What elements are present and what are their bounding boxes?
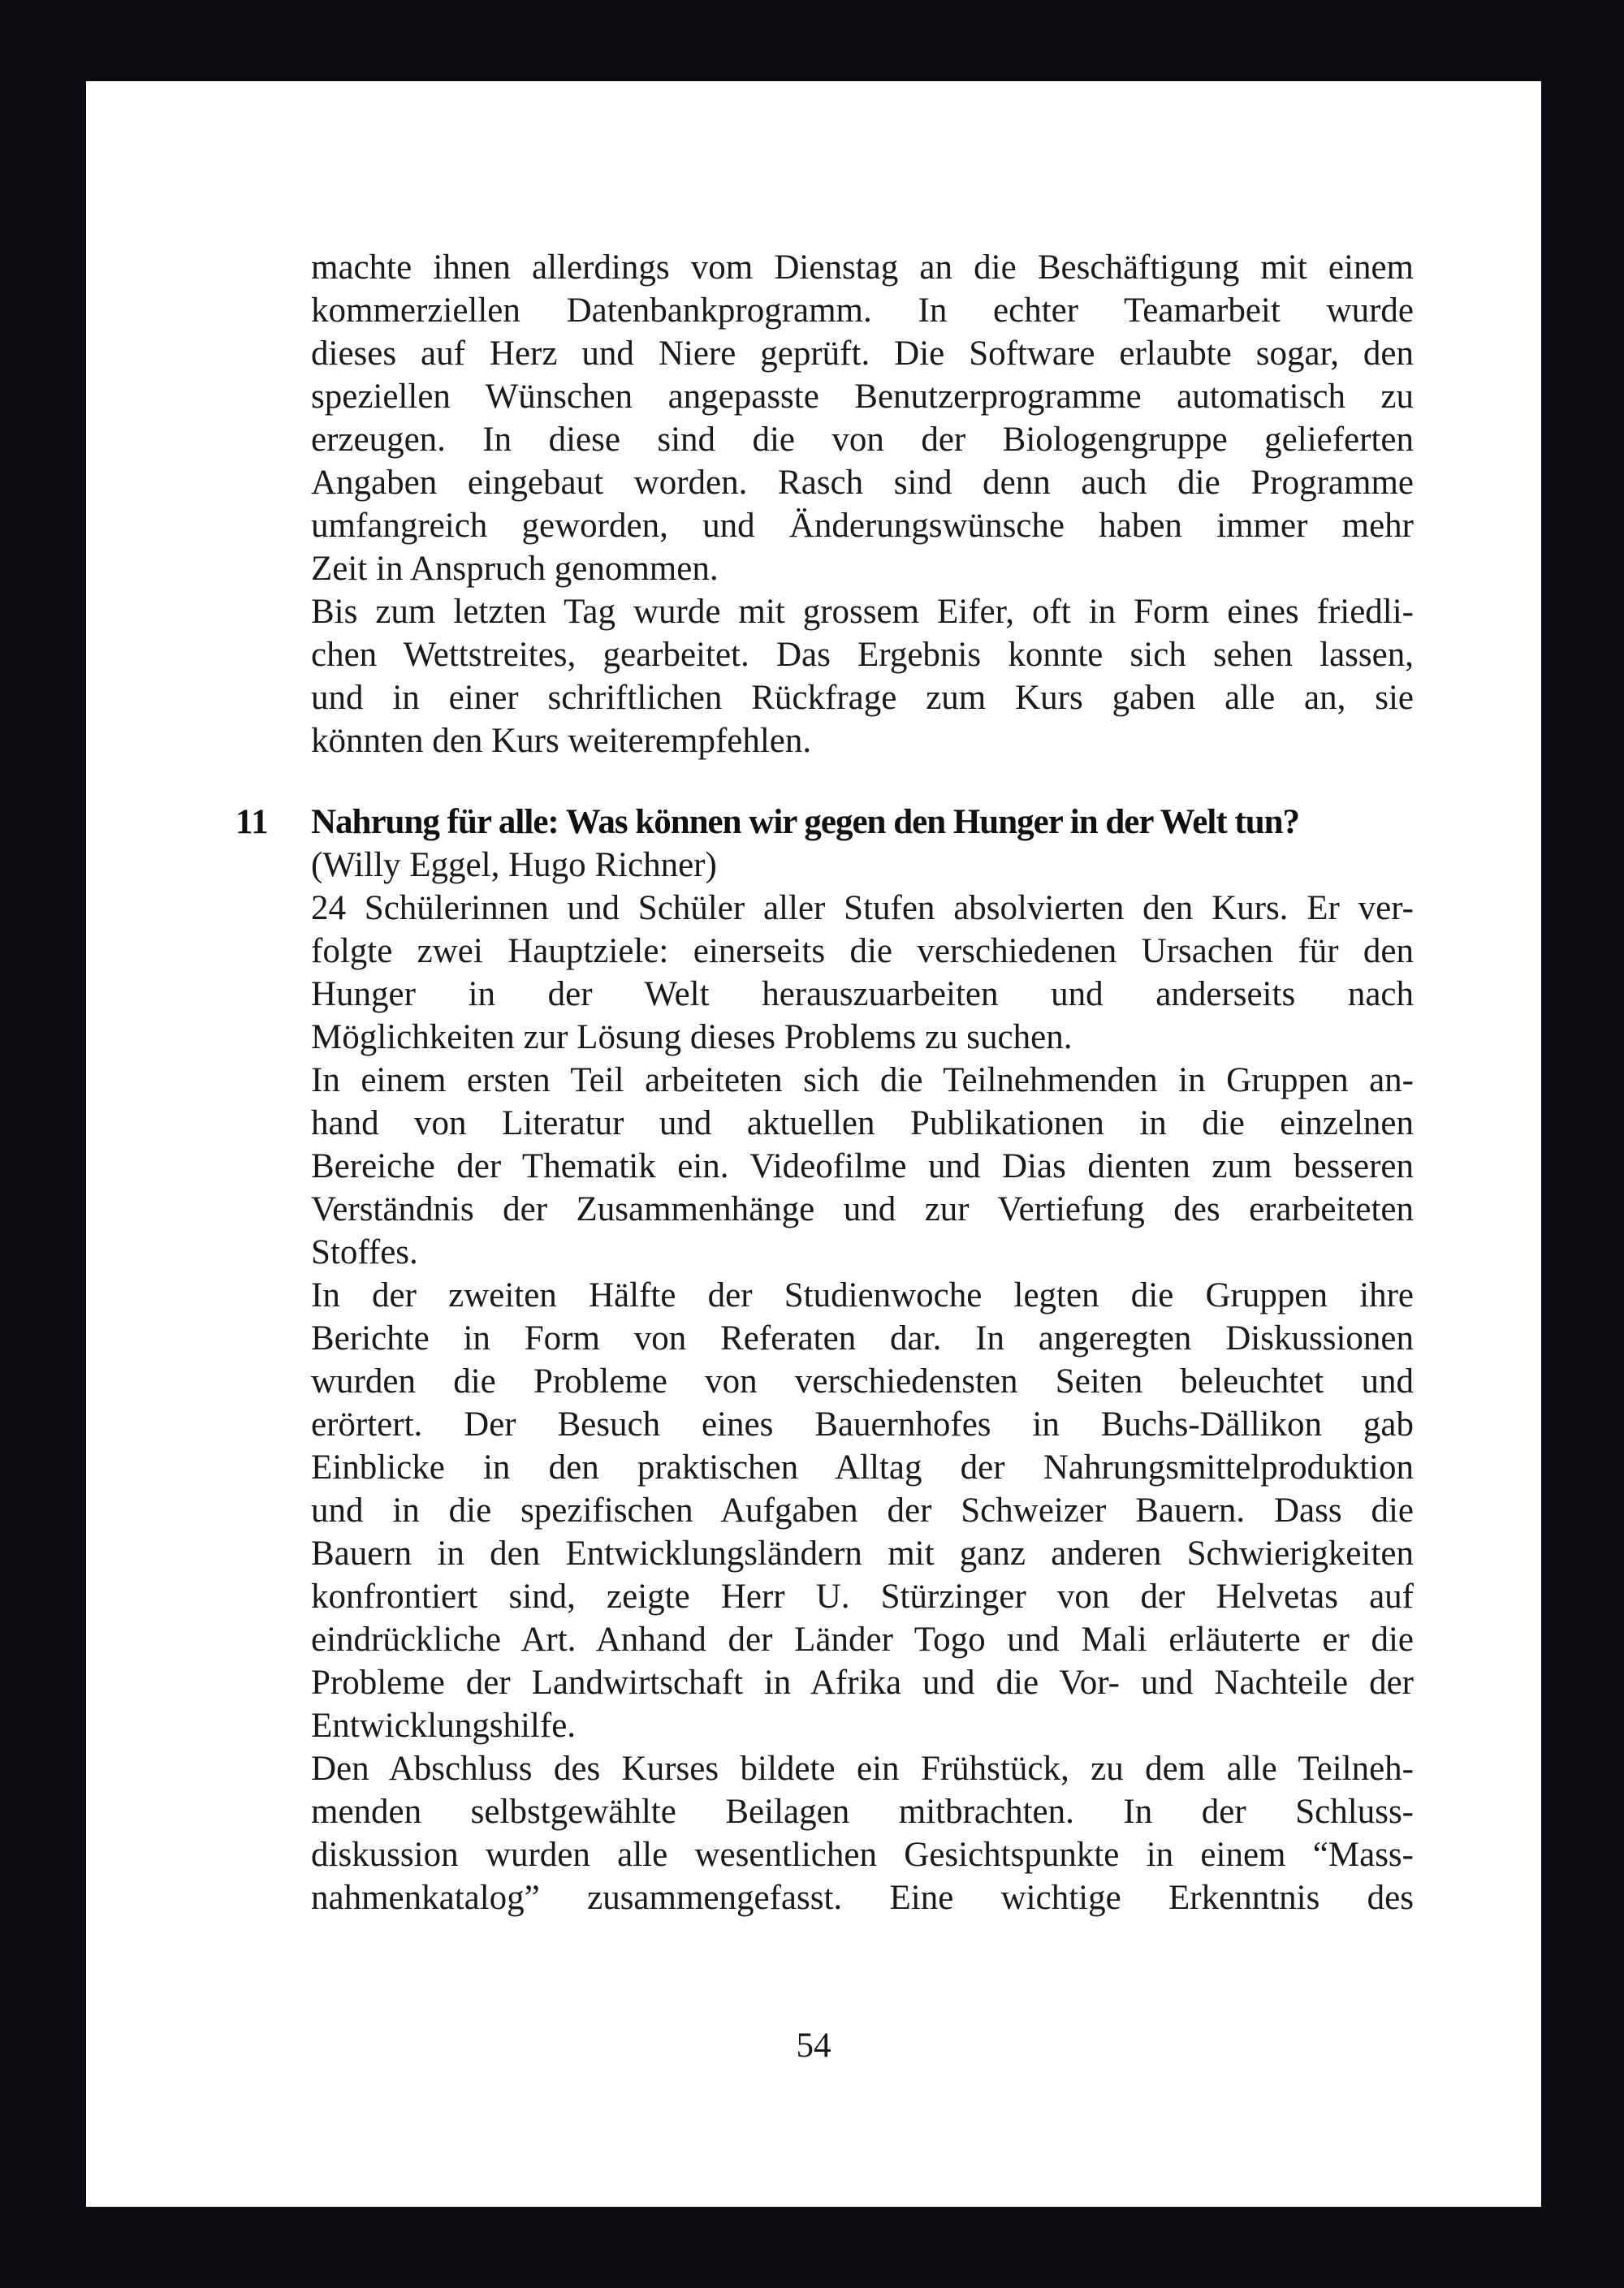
section-title: Nahrung für alle: Was können wir gegen den Hunger in der Welt tun? <box>311 803 1300 841</box>
text-line: speziellen Wünschen angepasste Benutzerprogramme automatisch zu <box>311 378 1414 416</box>
text-line: chen Wettstreites, gearbeitet. Das Ergebnis konnte sich sehen lassen, <box>311 636 1414 674</box>
text-line: Den Abschluss des Kurses bildete ein Frühstück, zu dem alle Teilneh- <box>311 1750 1414 1788</box>
page-number: 54 <box>796 2027 831 2065</box>
text-line: folgte zwei Hauptziele: einerseits die verschiedenen Ursachen für den <box>311 932 1414 970</box>
text-line: und in einer schriftlichen Rückfrage zum Kurs gaben alle an, sie <box>311 679 1414 717</box>
text-line: erörtert. Der Besuch eines Bauernhofes in Buchs-Dällikon gab <box>311 1405 1414 1444</box>
text-line: konfrontiert sind, zeigte Herr U. Stürzinger von der Helvetas auf <box>311 1578 1414 1616</box>
text-line: Verständnis der Zusammenhänge und zur Vertiefung des erarbeiteten <box>311 1190 1414 1228</box>
text-line: nahmenkatalog” zusammengefasst. Eine wichtige Erkenntnis des <box>311 1879 1414 1917</box>
text-line: 24 Schülerinnen und Schüler aller Stufen absolvierten den Kurs. Er ver- <box>311 889 1414 927</box>
text-line: Stoffes. <box>311 1233 418 1271</box>
text-line: kommerziellen Datenbankprogramm. In echter Teamarbeit wurde <box>311 291 1414 330</box>
text-line: machte ihnen allerdings vom Dienstag an die Beschäftigung mit einem <box>311 248 1414 287</box>
text-line: Einblicke in den praktischen Alltag der Nahrungsmittelproduktion <box>311 1448 1414 1487</box>
text-line: Berichte in Form von Referaten dar. In angeregten Diskussionen <box>311 1319 1414 1358</box>
text-line: Bereiche der Thematik ein. Videofilme und Dias dienten zum besseren <box>311 1147 1414 1185</box>
text-line: Hunger in der Welt herauszuarbeiten und anderseits nach <box>311 975 1414 1013</box>
text-line: Angaben eingebaut worden. Rasch sind denn auch die Programme <box>311 464 1414 502</box>
text-line: umfangreich geworden, und Änderungswünsche haben immer mehr <box>311 507 1414 545</box>
text-line: dieses auf Herz und Niere geprüft. Die Software erlaubte sogar, den <box>311 335 1414 373</box>
text-line: könnten den Kurs weiterempfehlen. <box>311 722 812 760</box>
text-line: Entwicklungshilfe. <box>311 1707 577 1745</box>
text-line: menden selbstgewählte Beilagen mitbrachten. In der Schluss- <box>311 1793 1414 1831</box>
text-line: eindrückliche Art. Anhand der Länder Togo und Mali erläuterte er die <box>311 1621 1414 1659</box>
text-line: Bauern in den Entwicklungsländern mit ganz anderen Schwierigkeiten <box>311 1535 1414 1573</box>
text-line: In einem ersten Teil arbeiteten sich die Teilnehmenden in Gruppen an- <box>311 1061 1414 1099</box>
document-page <box>86 81 1541 2207</box>
text-line: (Willy Eggel, Hugo Richner) <box>311 846 717 884</box>
section-number: 11 <box>235 803 269 841</box>
text-line: Bis zum letzten Tag wurde mit grossem Eifer, oft in Form eines friedli- <box>311 593 1414 631</box>
text-line: wurden die Probleme von verschiedensten Seiten beleuchtet und <box>311 1362 1414 1401</box>
text-line: Möglichkeiten zur Lösung dieses Problems zu suchen. <box>311 1018 1073 1056</box>
text-line: Probleme der Landwirtschaft in Afrika und die Vor- und Nachteile der <box>311 1664 1414 1702</box>
text-line: In der zweiten Hälfte der Studienwoche legten die Gruppen ihre <box>311 1276 1414 1315</box>
text-line: Zeit in Anspruch genommen. <box>311 550 719 588</box>
text-line: diskussion wurden alle wesentlichen Gesichtspunkte in einem “Mass- <box>311 1836 1414 1874</box>
text-line: hand von Literatur und aktuellen Publikationen in die einzelnen <box>311 1104 1414 1142</box>
text-line: und in die spezifischen Aufgaben der Schweizer Bauern. Dass die <box>311 1492 1414 1530</box>
text-line: erzeugen. In diese sind die von der Biologengruppe gelieferten <box>311 421 1414 459</box>
